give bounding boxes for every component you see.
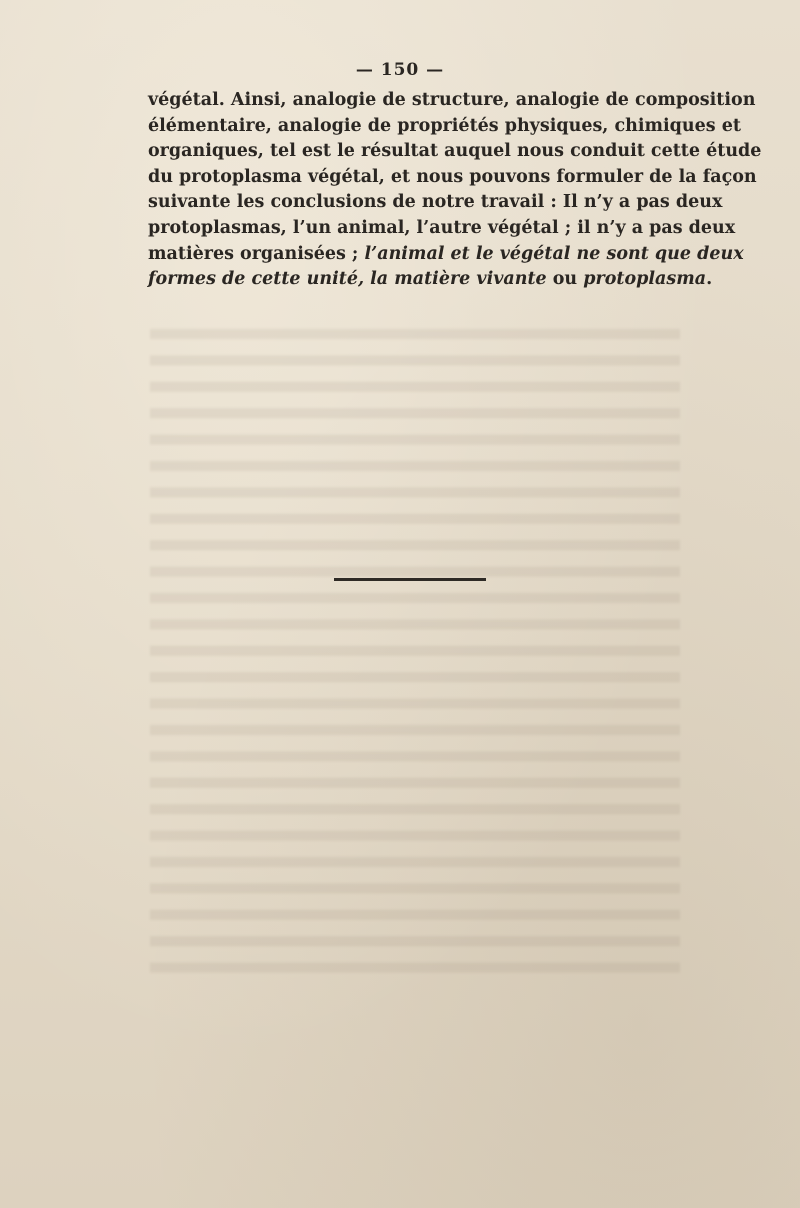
text-line [148, 267, 713, 293]
bleed-through-texture [150, 318, 680, 978]
text-line [148, 242, 744, 268]
text-line: végétal. Ainsi, analogie de structure, analogie de composition [148, 90, 756, 110]
page-number: — 150 — [355, 60, 445, 80]
body-text [148, 88, 762, 293]
section-divider [334, 578, 486, 581]
text-italic: l’animal et le végétal ne sont que deux [364, 243, 744, 264]
text-line: élémentaire, analogie de propriétés physiques, chimiques et [148, 115, 741, 136]
text-line: suivante les conclusions de notre travail : Il n’y a pas deux [148, 192, 723, 213]
text-roman: matières organisées ; [148, 243, 365, 264]
text-italic: formes de cette unité, la matière vivante [148, 269, 547, 290]
text-roman: ou [546, 269, 584, 290]
text-line: du protoplasma végétal, et nous pouvons formuler de la façon [148, 166, 757, 187]
text-line: protoplasmas, l’un animal, l’autre végétal ; il n’y a pas deux [148, 217, 736, 238]
text-italic: protoplasma [583, 269, 707, 290]
text-line: organiques, tel est le résultat auquel nous conduit cette étude [148, 141, 762, 162]
text-roman: . [706, 269, 713, 290]
